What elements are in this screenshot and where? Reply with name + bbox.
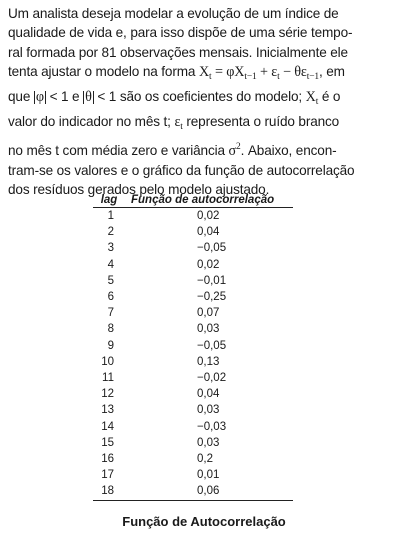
symbol-xt: $X_t$ — [305, 89, 319, 108]
acf-cell: 0,02 — [197, 258, 220, 271]
text-line — [8, 87, 402, 112]
chart-caption: Função de Autocorrelação — [122, 514, 286, 529]
table-body — [93, 208, 293, 501]
symbol-epsilon-t: $\varepsilon_t$ — [174, 114, 183, 133]
table-row — [93, 467, 293, 483]
acf-cell: −0,25 — [197, 291, 227, 304]
text-fragment: < 1 e — [49, 89, 80, 105]
acf-cell: 0,01 — [197, 469, 220, 482]
text-fragment: . Abaixo, encon- — [240, 142, 337, 158]
symbol-sigma-squared: $\sigma^2$ — [228, 141, 241, 159]
text-fragment: , em — [319, 63, 345, 79]
text-line: ral formada por 81 observações mensais. Inicialmente ele — [8, 44, 348, 60]
table-row — [93, 208, 293, 225]
text-line: qualidade de vida e, para isso dispõe de uma série tempo- — [8, 25, 353, 41]
table-row — [93, 257, 293, 273]
text-fragment: tenta ajustar o modelo na forma — [8, 63, 196, 79]
acf-cell: −0,05 — [197, 242, 227, 255]
text-line — [8, 112, 402, 137]
autocorrelation-table — [93, 193, 293, 501]
text-line — [8, 62, 402, 87]
lag-cell: 17 — [101, 469, 114, 482]
acf-cell: −0,01 — [197, 274, 227, 287]
lag-cell: 18 — [93, 483, 125, 500]
text-fragment: é o — [321, 89, 341, 105]
table-row — [93, 419, 293, 435]
acf-cell: −0,03 — [197, 420, 227, 433]
lag-cell: 14 — [101, 420, 114, 433]
table-row — [93, 321, 293, 337]
table-row — [93, 289, 293, 305]
acf-cell: 0,13 — [197, 355, 220, 368]
lag-cell: 13 — [101, 404, 114, 417]
lag-cell: 16 — [101, 453, 114, 466]
header-acf: Função de autocorrelação — [125, 193, 293, 208]
lag-cell: 2 — [107, 226, 114, 239]
abs-phi: φ — [35, 89, 44, 106]
table-row — [93, 483, 293, 500]
lag-cell: 6 — [107, 291, 114, 304]
acf-cell: 0,03 — [197, 436, 220, 449]
text-line — [8, 138, 402, 161]
lag-cell: 1 — [107, 210, 114, 222]
acf-cell: −0,02 — [197, 372, 227, 385]
text-line: Um analista deseja modelar a evolução de um índice de — [8, 6, 339, 21]
text-fragment: que — [8, 89, 31, 105]
lag-cell: 11 — [102, 372, 114, 385]
acf-cell: 0,06 — [125, 483, 293, 500]
table-row — [93, 386, 293, 402]
lag-cell: 12 — [101, 388, 114, 401]
abs-theta: θ — [85, 89, 92, 106]
acf-cell: 0,07 — [197, 307, 220, 320]
table-header-row — [93, 193, 293, 208]
table-row — [93, 273, 293, 289]
lag-cell: 3 — [107, 242, 114, 255]
text-fragment: valor do indicador no mês t; — [8, 114, 171, 130]
model-equation: $X_t = \varphi X_{t-1} + \varepsilon_t - \theta\varepsilon_{t-1}$ — [198, 63, 320, 82]
text-fragment: no mês t com média zero e variância — [8, 142, 225, 158]
acf-cell: 0,02 — [197, 210, 220, 222]
lag-cell: 9 — [107, 339, 114, 352]
text-fragment: representa o ruído branco — [186, 114, 340, 130]
text-fragment: < 1 são os coeficientes do modelo; — [97, 89, 302, 105]
acf-cell: 0,03 — [197, 404, 220, 417]
lag-cell: 10 — [101, 355, 114, 368]
text-line: tram-se os valores e o gráfico da função de autocorrelação — [8, 163, 355, 179]
table-row — [93, 451, 293, 467]
acf-cell: 0,04 — [197, 388, 220, 401]
lag-cell: 5 — [107, 274, 114, 287]
lag-cell: 4 — [107, 258, 114, 271]
table-row — [93, 240, 293, 256]
table-row — [93, 224, 293, 240]
table-row — [93, 402, 293, 418]
acf-cell: 0,03 — [197, 323, 220, 336]
acf-cell: −0,05 — [197, 339, 227, 352]
table-row — [93, 338, 293, 354]
acf-cell: 0,04 — [197, 226, 220, 239]
lag-cell: 8 — [107, 323, 114, 336]
lag-cell: 7 — [107, 307, 114, 320]
table-row — [93, 370, 293, 386]
table-row — [93, 435, 293, 451]
text-line: dos resíduos gerados pelo modelo ajustado. — [8, 182, 270, 198]
problem-statement — [8, 4, 402, 200]
table-row — [93, 354, 293, 370]
table-row — [93, 305, 293, 321]
lag-cell: 15 — [101, 436, 114, 449]
header-lag: lag — [93, 193, 125, 208]
acf-cell: 0,2 — [197, 453, 213, 466]
